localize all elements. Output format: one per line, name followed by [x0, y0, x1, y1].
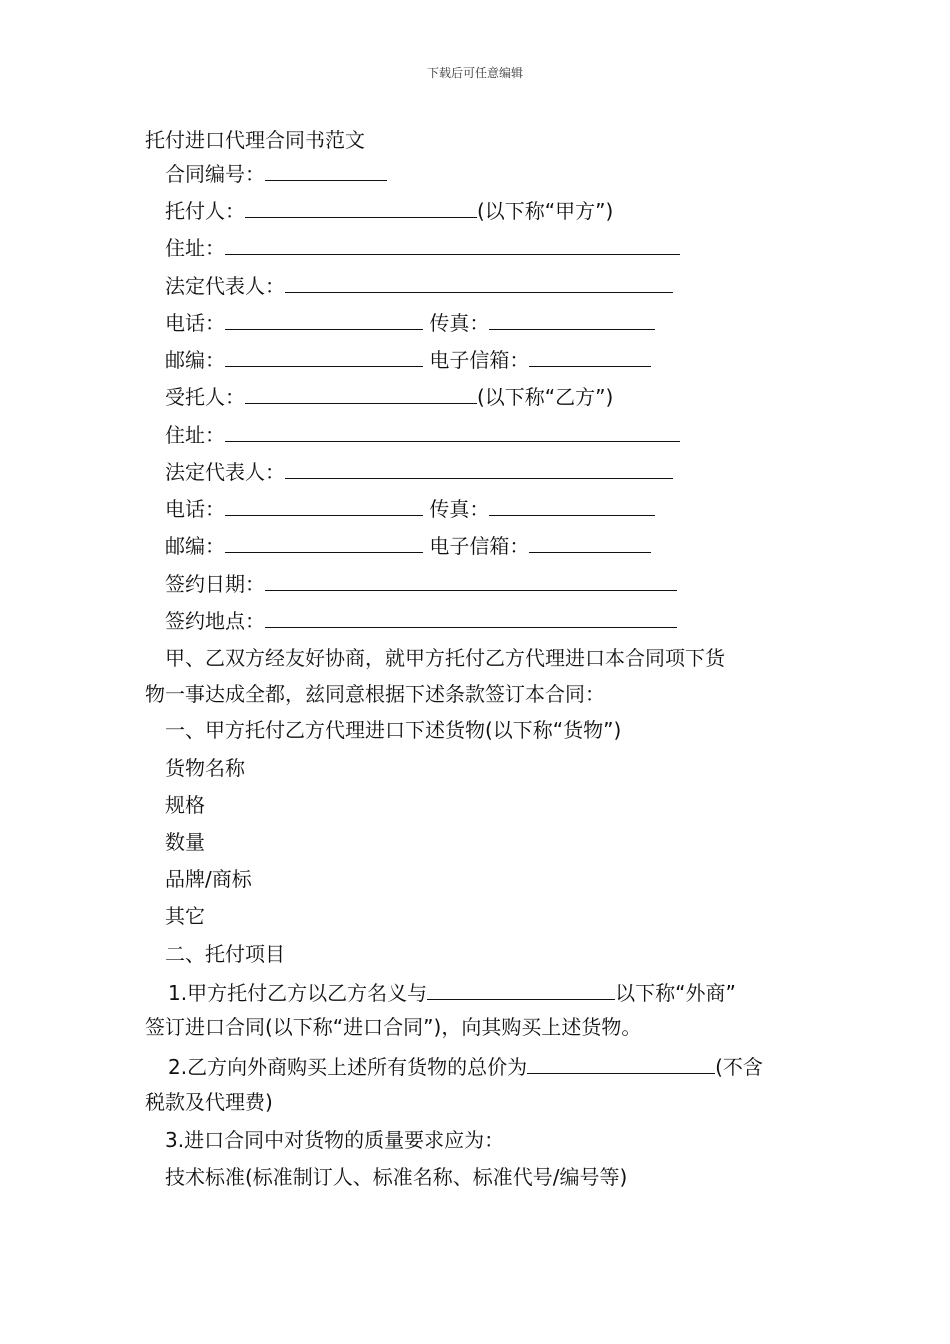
agent-suffix: (以下称“乙方”): [477, 385, 614, 409]
sign-date-label: 签约日期：: [165, 572, 265, 596]
item-1-text-b: 以下称“外商”: [615, 981, 736, 1005]
sign-place-blank: [265, 605, 677, 628]
item-2-text-a: 2.乙方向外商购买上述所有货物的总价为: [168, 1055, 528, 1079]
preamble-line-1: 甲、乙双方经友好协商，就甲方托付乙方代理进口本合同项下货: [165, 646, 725, 670]
legal-rep-blank: [285, 270, 673, 293]
agent-address-line: [165, 419, 680, 449]
item-2-continuation: 税款及代理费): [145, 1090, 273, 1114]
postcode-blank: [225, 530, 423, 553]
item-2-line: [168, 1051, 763, 1081]
postcode-label: 邮编：: [165, 348, 225, 372]
technical-standard-line: 技术标准(标准制订人、标准名称、标准代号/编号等): [165, 1165, 628, 1189]
email-blank: [529, 344, 651, 367]
preamble-line-2: 物一事达成全都，兹同意根据下述条款签订本合同：: [145, 682, 605, 706]
client-postcode-line: [165, 344, 651, 374]
sign-place-line: [165, 605, 677, 635]
client-suffix: (以下称“甲方”): [477, 199, 614, 223]
address-blank: [225, 419, 680, 442]
section-1-heading: 一、甲方托付乙方代理进口下述货物(以下称“货物”): [165, 718, 622, 742]
phone-blank: [225, 493, 423, 516]
client-blank: [245, 195, 477, 218]
email-blank: [529, 530, 651, 553]
total-price-blank: [527, 1051, 715, 1074]
fax-label: 传真：: [429, 311, 490, 335]
postcode-blank: [225, 344, 423, 367]
client-line: [165, 195, 613, 225]
legal-rep-label: 法定代表人：: [165, 274, 285, 298]
email-label: 电子信箱：: [429, 534, 530, 558]
legal-rep-label: 法定代表人：: [165, 460, 285, 484]
page-header: 下载后可任意编辑: [426, 66, 523, 80]
phone-blank: [225, 307, 423, 330]
item-1-continuation: 签订进口合同(以下称“进口合同”)，向其购买上述货物。: [145, 1015, 642, 1039]
sign-date-line: [165, 568, 677, 598]
contract-number-blank: [265, 158, 387, 181]
foreign-party-blank: [427, 977, 615, 1000]
address-label: 住址：: [165, 423, 225, 447]
client-legal-rep-line: [165, 270, 673, 300]
client-phone-line: [165, 307, 655, 337]
fax-blank: [489, 493, 655, 516]
quantity-label: 数量: [165, 830, 205, 854]
item-1-line: [168, 977, 736, 1007]
contract-number-label: 合同编号：: [165, 162, 265, 186]
sign-place-label: 签约地点：: [165, 609, 265, 633]
spec-label: 规格: [165, 793, 205, 817]
legal-rep-blank: [285, 456, 673, 479]
document-title: 托付进口代理合同书范文: [145, 128, 365, 152]
brand-label: 品牌/商标: [165, 867, 252, 891]
agent-phone-line: [165, 493, 655, 523]
agent-legal-rep-line: [165, 456, 673, 486]
agent-blank: [245, 381, 477, 404]
item-1-text-a: 1.甲方托付乙方以乙方名义与: [168, 981, 428, 1005]
client-label: 托付人：: [165, 199, 245, 223]
other-label: 其它: [165, 904, 205, 928]
item-3-line: 3.进口合同中对货物的质量要求应为：: [165, 1128, 505, 1152]
address-label: 住址：: [165, 236, 225, 260]
email-label: 电子信箱：: [429, 348, 530, 372]
agent-line: [165, 381, 613, 411]
fax-label: 传真：: [429, 497, 490, 521]
address-blank: [225, 232, 680, 255]
goods-name-label: 货物名称: [165, 756, 245, 780]
client-address-line: [165, 232, 680, 262]
section-2-heading: 二、托付项目: [165, 942, 285, 966]
agent-postcode-line: [165, 530, 651, 560]
phone-label: 电话：: [165, 497, 225, 521]
item-2-text-b: (不含: [715, 1055, 763, 1079]
agent-label: 受托人：: [165, 385, 245, 409]
phone-label: 电话：: [165, 311, 225, 335]
contract-number-line: [165, 158, 387, 188]
fax-blank: [489, 307, 655, 330]
sign-date-blank: [265, 568, 677, 591]
postcode-label: 邮编：: [165, 534, 225, 558]
